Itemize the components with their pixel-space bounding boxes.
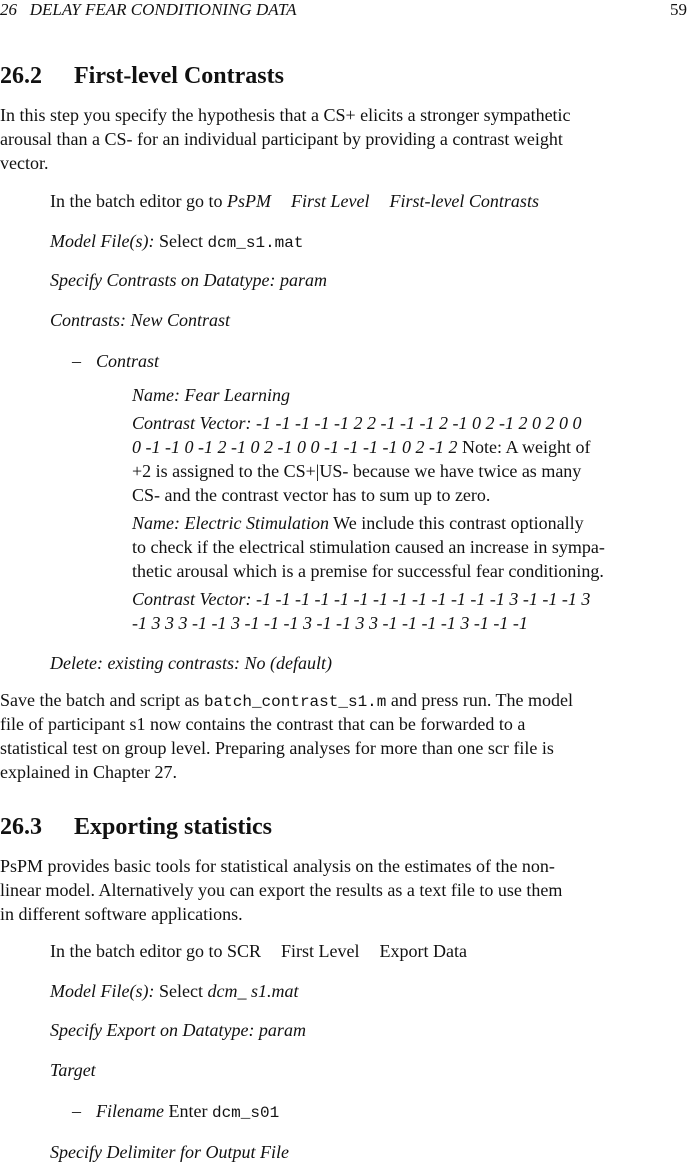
contrast-label: Contrast [96, 351, 160, 371]
export-model-file-name: dcm_ s1.mat [207, 981, 299, 1001]
export-intro-line-3: in different software applications. [0, 904, 243, 924]
batch-path-line [50, 189, 539, 213]
batch-path-3: First-level Contrasts [389, 191, 539, 211]
filename-enter: Enter [168, 1101, 208, 1121]
contrast-dash: – [72, 351, 81, 371]
note-1-start: Note: A weight of [461, 437, 591, 457]
export-batch-path-3: Export Data [379, 941, 467, 961]
vector-1-label: Contrast Vector: [132, 413, 252, 433]
filename-dash: – [72, 1101, 81, 1121]
note-1-line-2: CS- and the contrast vector has to sum up to zero. [132, 485, 491, 505]
datatype-line: Specify Contrasts on Datatype: param [50, 270, 327, 290]
export-model-file-select: Select [158, 981, 203, 1001]
filename-item [72, 1099, 279, 1125]
name-2-line-1: to check if the electrical stimulation caused an increase in sympa- [132, 537, 605, 557]
vector-1-values-b: 0 -1 -1 0 -1 2 -1 0 2 -1 0 0 -1 -1 -1 -1 0 2 -1 2 [132, 437, 458, 457]
section-number: 26.3 [0, 814, 42, 840]
intro-line-2: arousal than a CS- for an individual participant by providing a contrast weight [0, 129, 563, 149]
note-1-line-1: +2 is assigned to the CS+|US- because we have twice as many [132, 461, 582, 481]
save-line-4: explained in Chapter 27. [0, 762, 177, 782]
model-file-line [50, 229, 303, 255]
model-file-label: Model File(s): [50, 231, 155, 251]
save-line-1-b: and press run. The model [386, 690, 574, 710]
intro-line-3: vector. [0, 153, 49, 173]
filename-label: Filename [96, 1101, 164, 1121]
save-line-2: file of participant s1 now contains the contrast that can be forwarded to a [0, 714, 526, 734]
export-batch-prefix: In the batch editor go to [50, 941, 223, 961]
export-batch-path-2: First Level [280, 941, 360, 961]
running-head [0, 0, 689, 22]
delete-line: Delete: existing contrasts: No (default) [50, 653, 332, 673]
batch-path-1: PsPM [226, 191, 271, 211]
contrast-vector-2-line-1 [132, 587, 590, 611]
name-2-text-start: We include this contrast optionally [333, 513, 584, 533]
vector-2-label: Contrast Vector: [132, 589, 252, 609]
export-datatype-line: Specify Export on Datatype: param [50, 1020, 306, 1040]
intro-line-1: In this step you specify the hypothesis that a CS+ elicits a stronger sympathetic [0, 105, 571, 125]
contrast-name-2 [132, 511, 584, 535]
model-file-select: Select [158, 231, 203, 251]
section-title: First-level Contrasts [74, 63, 284, 89]
save-script-name: batch_contrast_s1.m [203, 693, 387, 711]
running-head-title: 26 DELAY FEAR CONDITIONING DATA [0, 0, 297, 19]
export-intro-line-1: PsPM provides basic tools for statistical analysis on the estimates of the non- [0, 856, 555, 876]
section-number: 26.2 [0, 63, 42, 89]
export-batch-path-line [50, 939, 467, 963]
save-line-1 [0, 688, 573, 714]
delimiter-line: Specify Delimiter for Output File [50, 1142, 289, 1162]
export-model-file-line [50, 979, 298, 1003]
contrasts-line: Contrasts: New Contrast [50, 310, 231, 330]
contrast-vector-1-line-2 [132, 435, 590, 459]
section-heading-26-3 [0, 813, 272, 841]
name-2-label: Name: Electric Stimulation [132, 513, 329, 533]
export-batch-path-1: SCR [226, 941, 261, 961]
name-2-line-2: thetic arousal which is a premise for successful fear conditioning. [132, 561, 604, 581]
contrast-item [72, 349, 159, 373]
section-title: Exporting statistics [74, 814, 272, 840]
contrast-name-1: Name: Fear Learning [132, 385, 290, 405]
export-intro-line-2: linear model. Alternatively you can export the results as a text file to use them [0, 880, 563, 900]
contrast-vector-1-line-1 [132, 411, 581, 435]
model-file-name: dcm_s1.mat [207, 234, 304, 252]
batch-prefix: In the batch editor go to [50, 191, 223, 211]
vector-2-values-a: -1 -1 -1 -1 -1 -1 -1 -1 -1 -1 -1 -1 -1 3 -1 -1 -1 3 [256, 589, 591, 609]
export-model-file-label: Model File(s): [50, 981, 155, 1001]
vector-1-values-a: -1 -1 -1 -1 -1 2 2 -1 -1 -1 2 -1 0 2 -1 2 0 2 0 0 [256, 413, 582, 433]
save-line-1-a: Save the batch and script as [0, 690, 204, 710]
section-heading-26-2 [0, 62, 284, 90]
batch-path-2: First Level [290, 191, 370, 211]
contrast-vector-2-line-2: -1 3 3 3 -1 -1 3 -1 -1 -1 3 -1 -1 3 3 -1 -1 -1 -1 3 -1 -1 -1 [132, 613, 528, 633]
target-line: Target [50, 1060, 96, 1080]
filename-value: dcm_s01 [211, 1104, 280, 1122]
save-line-3: statistical test on group level. Preparing analyses for more than one scr file is [0, 738, 554, 758]
page-number: 59 [670, 0, 687, 19]
